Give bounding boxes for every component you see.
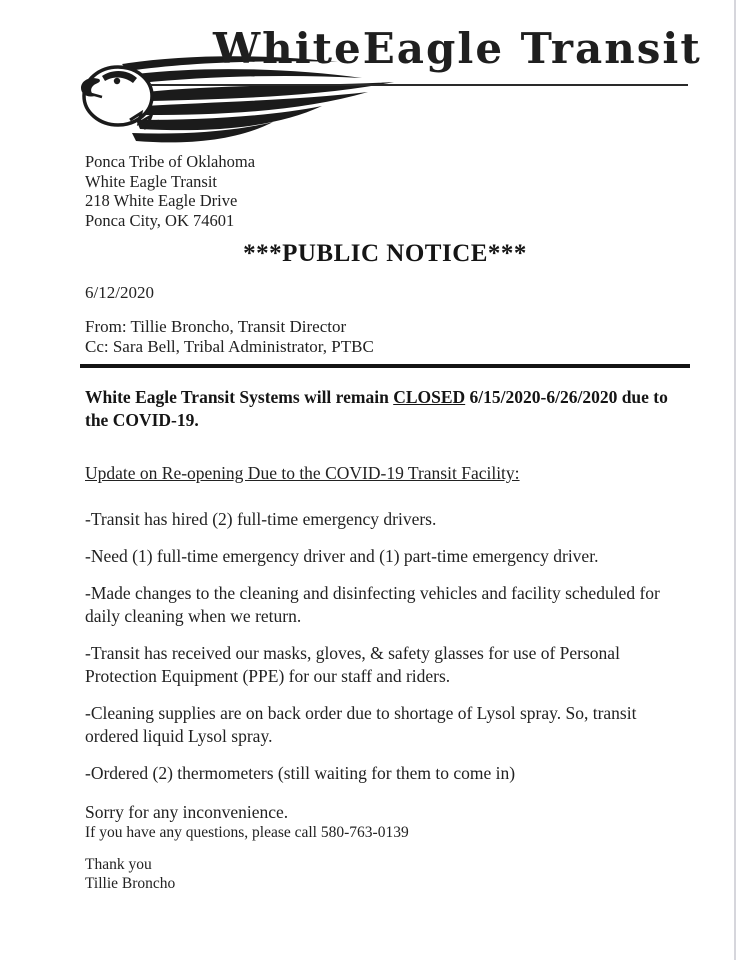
letter-body <box>85 152 685 893</box>
update-item: -Need (1) full-time emergency driver and (1) part-time emergency driver. <box>85 546 599 566</box>
from-line: From: Tillie Broncho, Transit Director <box>85 317 347 336</box>
divider-rule <box>80 364 690 368</box>
update-item: -Made changes to the cleaning and disinfecting vehicles and facility scheduled for daily cleaning when we return. <box>85 583 660 626</box>
closure-statement-closed: CLOSED <box>393 387 466 407</box>
apology-line: Sorry for any inconvenience. <box>85 802 289 822</box>
update-item: -Ordered (2) thermometers (still waiting for them to come in) <box>85 763 516 783</box>
update-item: -Transit has received our masks, gloves, & safety glasses for use of Personal Protection Equipment (PPE) for our staff and riders. <box>85 643 620 686</box>
letterhead <box>0 0 742 150</box>
notice-date: 6/12/2020 <box>85 283 154 302</box>
address-line: Ponca Tribe of Oklahoma <box>85 152 256 171</box>
title-underline-rule <box>150 84 688 86</box>
update-heading: Update on Re-opening Due to the COVID-19 Transit Facility: <box>85 463 520 483</box>
update-item: -Cleaning supplies are on back order due to shortage of Lysol spray. So, transit ordered liquid Lysol spray. <box>85 703 637 746</box>
address-line: White Eagle Transit <box>85 171 217 191</box>
update-item: -Transit has hired (2) full-time emergency drivers. <box>85 509 437 529</box>
brand-title: WhiteEagle Transit <box>213 24 702 73</box>
signature-name: Tillie Broncho <box>85 874 176 892</box>
address-line: Ponca City, OK 74601 <box>85 210 235 230</box>
closure-statement-after: 6/15/2020-6/26/2020 due to the COVID-19. <box>85 387 668 430</box>
address-line: 218 White Eagle Drive <box>85 191 238 210</box>
contact-line: If you have any questions, please call 580-763-0139 <box>85 824 409 841</box>
closure-statement-before: White Eagle Transit Systems will remain <box>85 387 394 407</box>
notice-title: ***PUBLIC NOTICE*** <box>243 240 527 267</box>
cc-line: Cc: Sara Bell, Tribal Administrator, PTBC <box>85 337 374 356</box>
address-block <box>85 152 685 230</box>
closure-statement <box>85 386 685 432</box>
signature-block <box>85 856 685 893</box>
scan-page-edge <box>734 0 736 960</box>
thanks-line: Thank you <box>85 856 152 873</box>
